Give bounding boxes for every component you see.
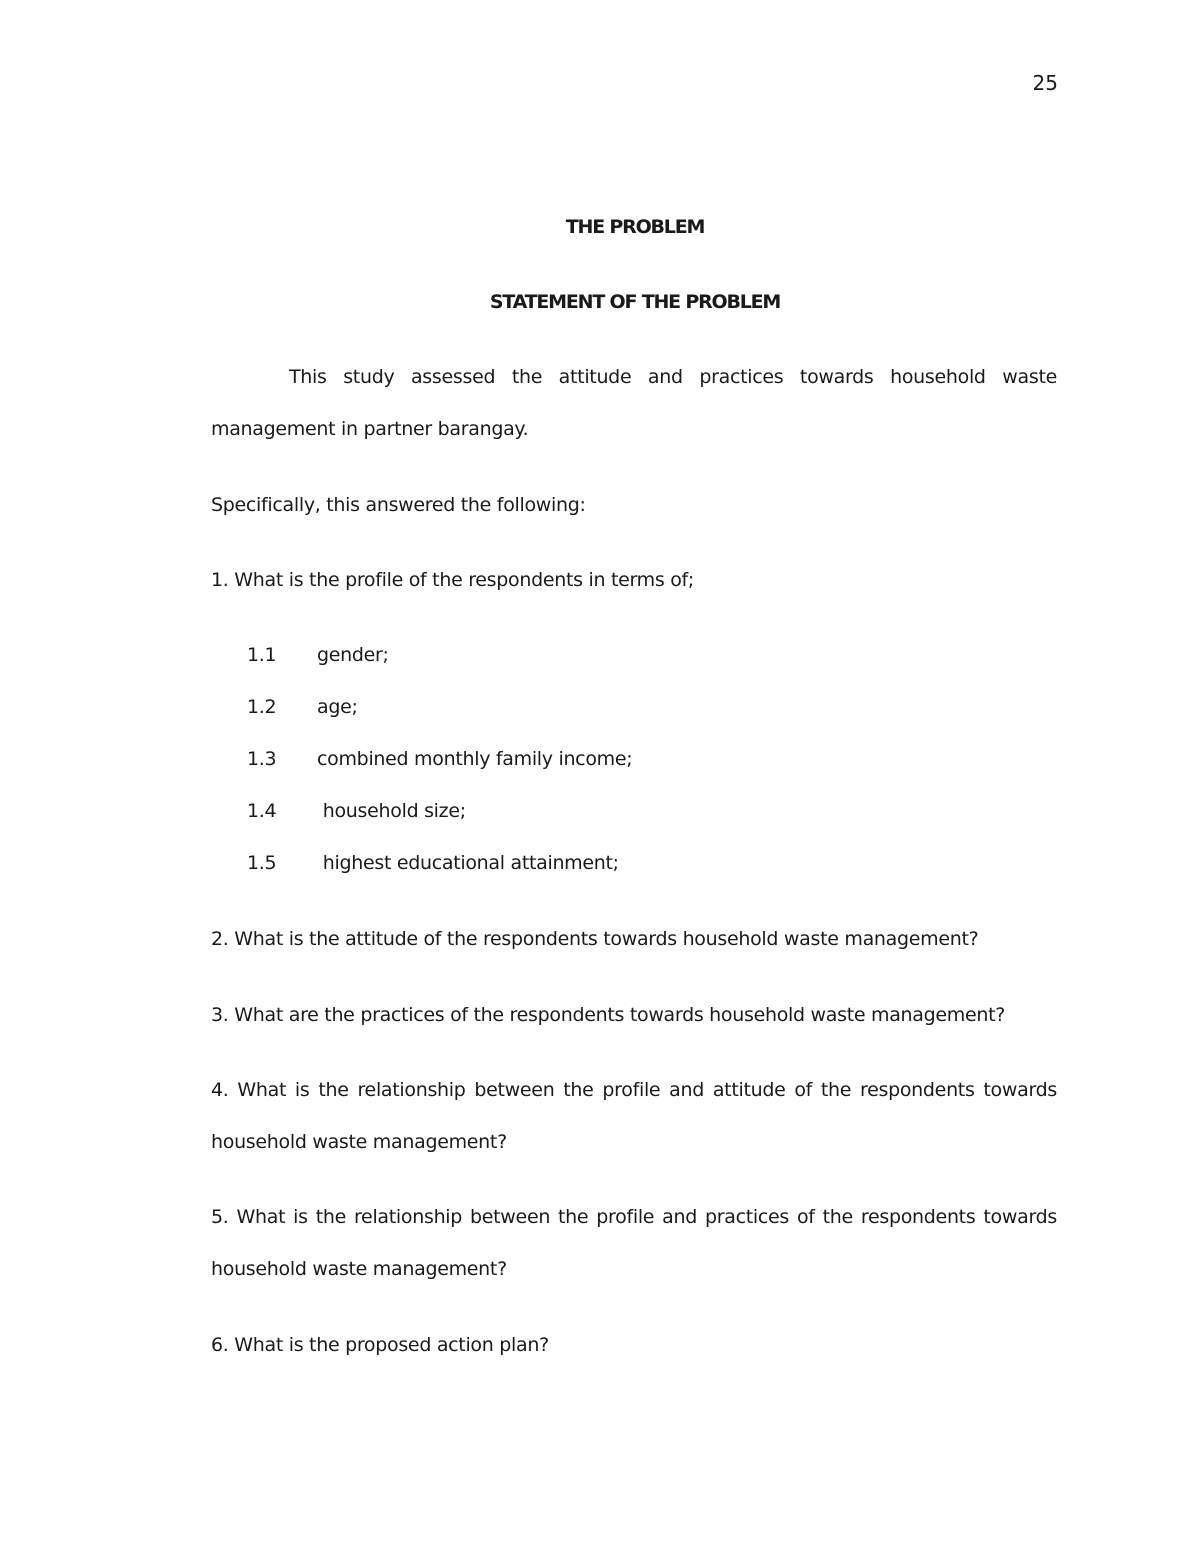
sub-item-number: 1.1: [247, 644, 277, 666]
intro-paragraph: This study assessed the attitude and practices towards household waste management in partner barangay.: [211, 366, 1057, 440]
sub-item: [247, 850, 619, 876]
question-3: 3. What are the practices of the respondents towards household waste management?: [211, 1004, 1006, 1026]
sub-item: [247, 746, 632, 772]
sub-item-text: combined monthly family income;: [317, 748, 633, 770]
sub-item-number: 1.5: [247, 852, 277, 874]
sub-item-number: 1.4: [247, 800, 277, 822]
sub-item-text: household size;: [317, 800, 466, 822]
sub-item-number: 1.2: [247, 696, 277, 718]
question-1: 1. What is the profile of the respondents in terms of;: [211, 569, 695, 591]
question-5: 5. What is the relationship between the profile and practices of the respondents towards household waste management?: [211, 1206, 1057, 1280]
sub-item: [247, 694, 358, 720]
page-number: 25: [1032, 71, 1058, 95]
lead-in-text: Specifically, this answered the following:: [211, 494, 586, 516]
section-title: STATEMENT OF THE PROBLEM: [489, 291, 781, 313]
sub-item-text: gender;: [317, 644, 389, 666]
sub-item: [247, 642, 389, 668]
question-6: 6. What is the proposed action plan?: [211, 1334, 549, 1356]
sub-item: [247, 798, 466, 824]
sub-item-text: age;: [317, 696, 358, 718]
sub-item-text: highest educational attainment;: [317, 852, 619, 874]
question-4: 4. What is the relationship between the profile and attitude of the respondents towards household waste management?: [211, 1079, 1057, 1153]
sub-item-number: 1.3: [247, 748, 277, 770]
chapter-title: THE PROBLEM: [565, 216, 705, 238]
question-2: 2. What is the attitude of the respondents towards household waste management?: [211, 928, 979, 950]
